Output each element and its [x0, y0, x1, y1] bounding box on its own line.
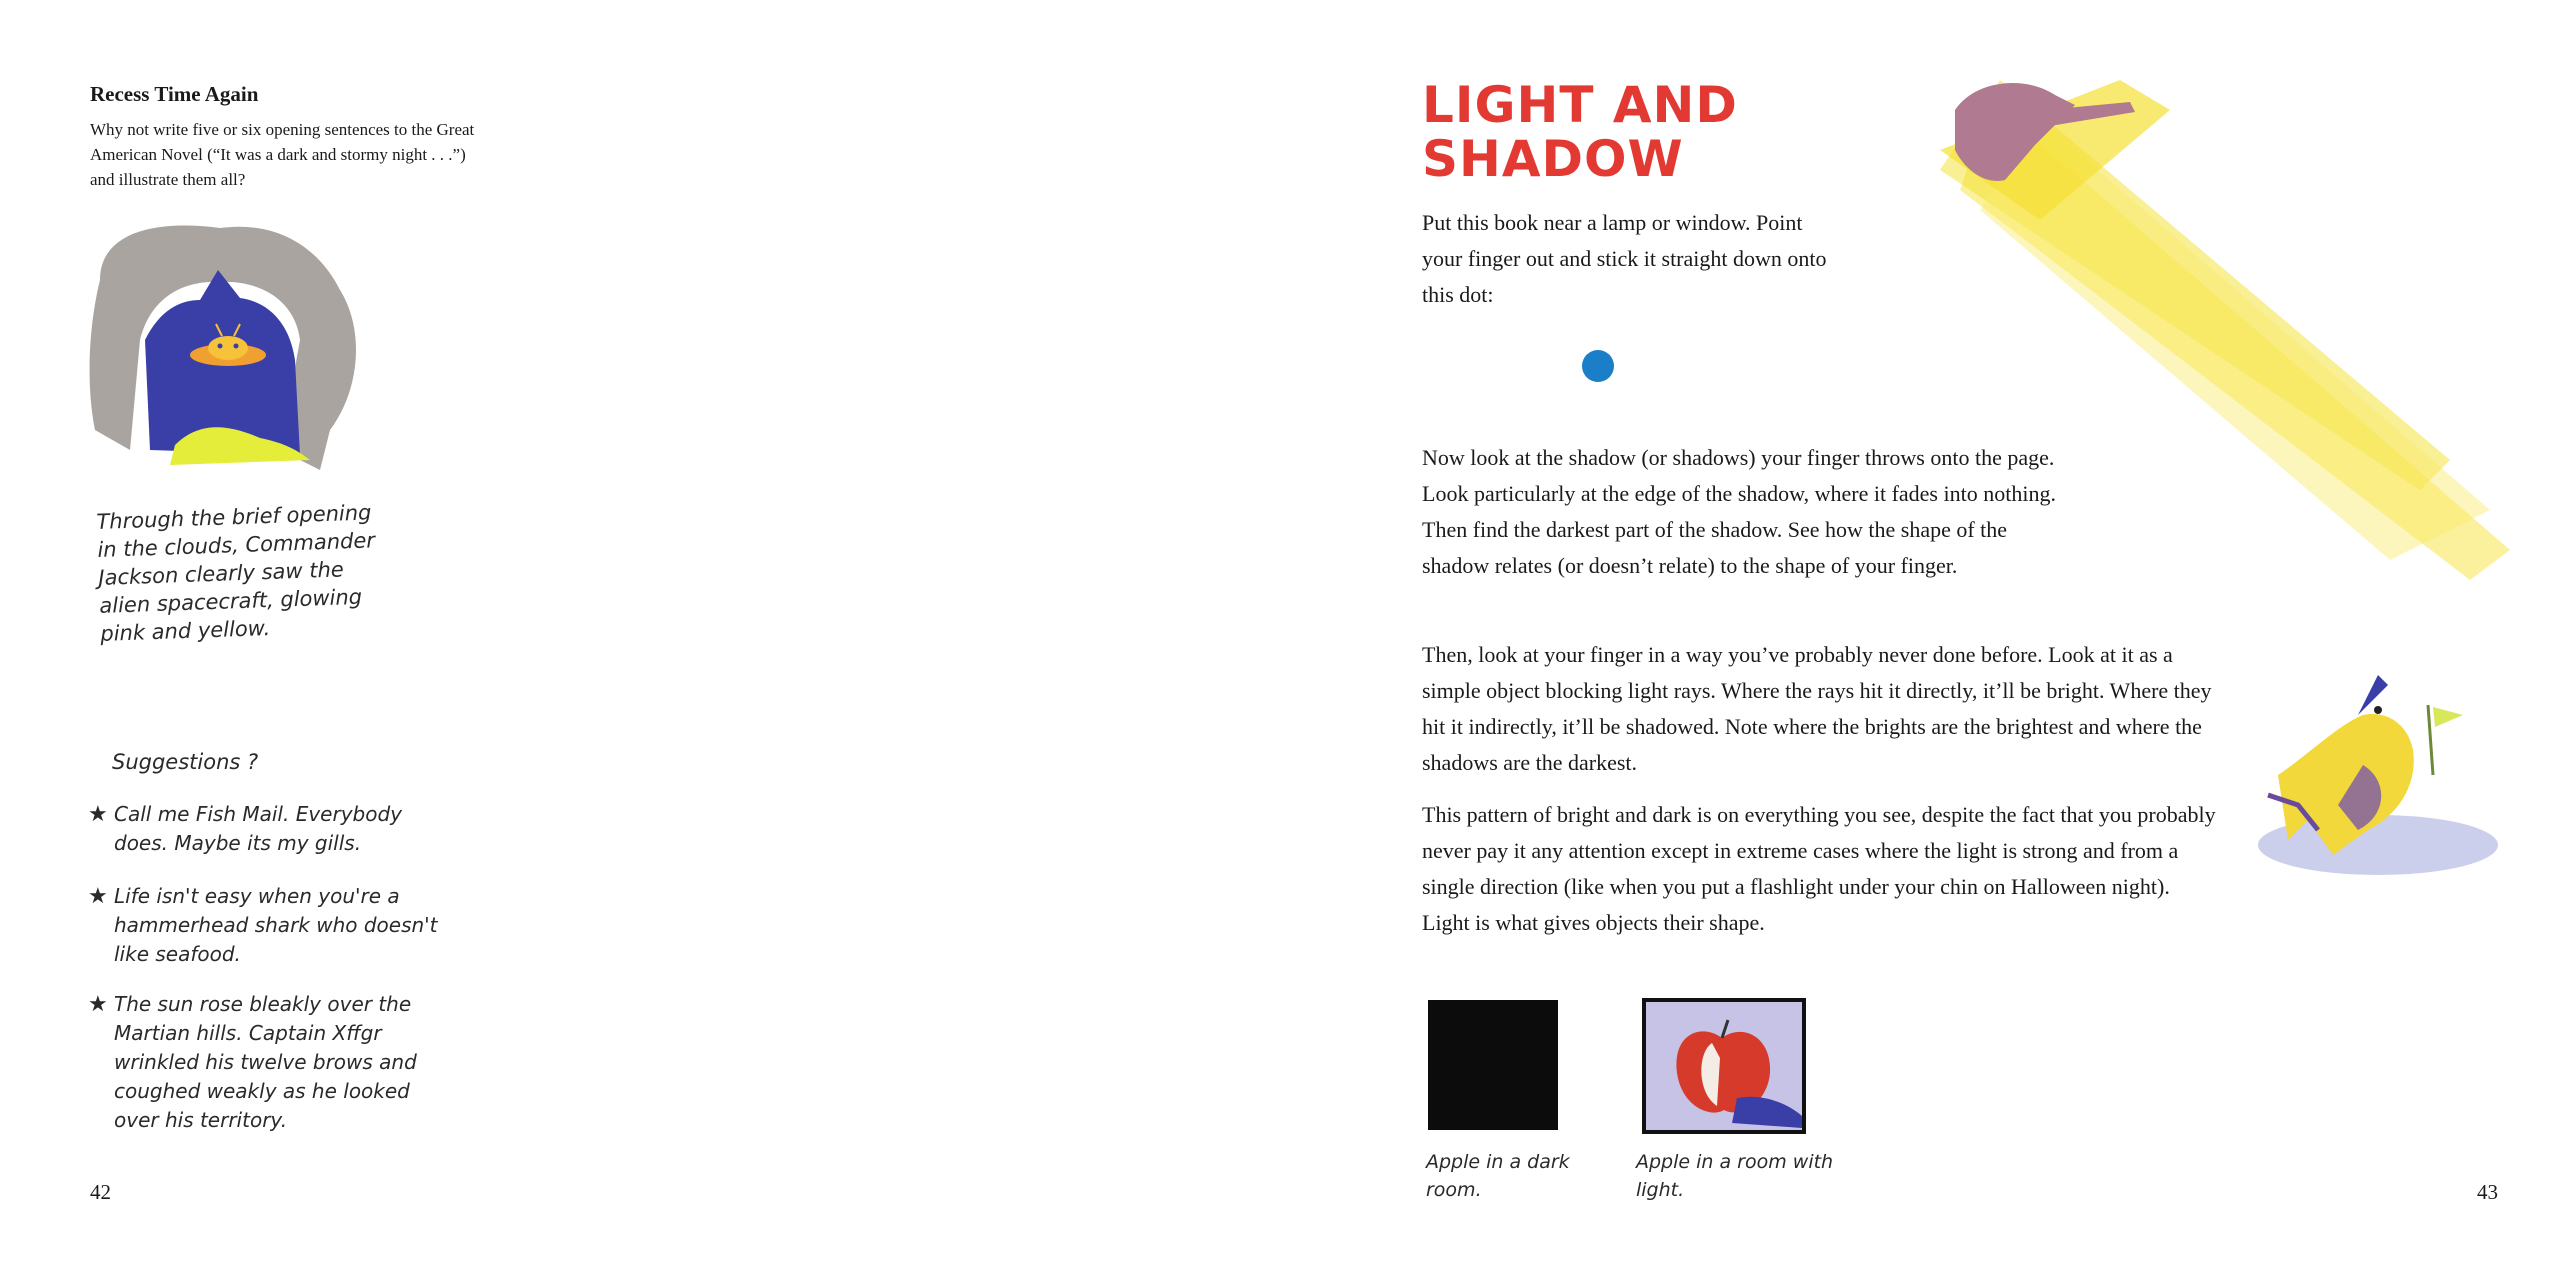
suggestion-item [88, 990, 448, 1135]
suggestion-text: The sun rose bleakly over the Martian hills. Captain Xffgr wrinkled his twelve brows and coughed weakly as he looked over his territory. [114, 992, 417, 1132]
dark-room-image [1428, 1000, 1558, 1130]
section-title: Recess Time Again [90, 82, 259, 106]
star-icon: ★ [88, 884, 108, 909]
page-number: 42 [90, 1180, 111, 1204]
page-number: 43 [2477, 1180, 2498, 1204]
section-body: Why not write five or six opening sentences to the Great American Novel (“It was a dark and stormy night . . .”) and illustrate them all? [90, 120, 475, 189]
suggestions-heading: Suggestions ? [112, 750, 259, 774]
illustration-caption: Through the brief opening in the clouds, Commander Jackson clearly saw the alien spacecraft, glowing pink and yellow. [96, 500, 376, 646]
running-creature-illustration [2238, 655, 2518, 895]
page-title: LIGHT AND SHADOW [1422, 76, 1738, 188]
body-paragraph: Then, look at your finger in a way you’ve probably never done before. Look at it as a simple object blocking light rays. Where the rays hit it directly, it’ll be bright. Where they hit it indirectly, it’ll be shadowed. Note where the brights are the brightest and where the shadows are the darkest. [1422, 642, 2212, 775]
blue-dot [1582, 350, 1614, 382]
dark-apple-caption: Apple in a dark room. [1426, 1151, 1570, 1201]
light-apple-caption: Apple in a room with light. [1636, 1151, 1834, 1201]
suggestion-item [88, 882, 448, 969]
suggestion-text: Call me Fish Mail. Everybody does. Maybe its my gills. [114, 802, 402, 855]
right-page [1280, 0, 2560, 1280]
spaceship-illustration [80, 220, 380, 480]
star-icon: ★ [88, 992, 108, 1017]
body-paragraph: Now look at the shadow (or shadows) your finger throws onto the page. Look particularly at the edge of the shadow, where it fades into nothing. Then find the darkest part of the shadow. See how the shape of the shadow relates (or doesn’t relate) to the shape of your finger. [1422, 445, 2056, 578]
apple-light-image [1642, 998, 1812, 1138]
suggestion-text: Life isn't easy when you're a hammerhead shark who doesn't like seafood. [114, 884, 438, 966]
intro-text: Put this book near a lamp or window. Point your finger out and stick it straight down onto this dot: [1422, 210, 1827, 307]
body-paragraph: This pattern of bright and dark is on everything you see, despite the fact that you probably never pay it any attention except in extreme cases where the light is strong and from a single direction (like when you put a flashlight under your chin on Halloween night). Light is what gives objects their shape. [1422, 802, 2216, 935]
suggestion-item [88, 800, 448, 858]
star-icon: ★ [88, 802, 108, 827]
